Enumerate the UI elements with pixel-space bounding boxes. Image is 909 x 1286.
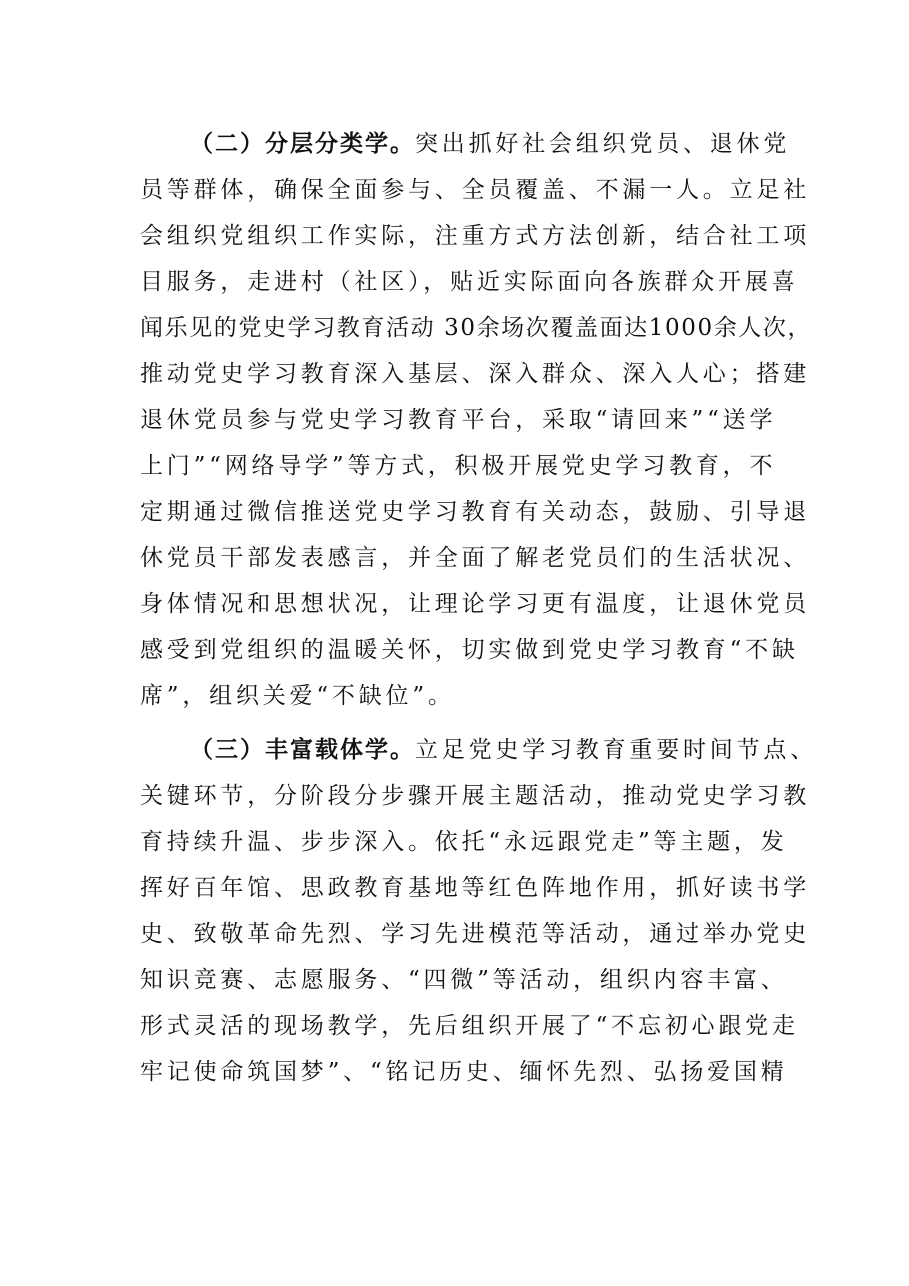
text-line: 形式灵活的现场教学，先后组织开展了“不忘初心跟党走 [140, 1013, 799, 1039]
paragraph-3-heading: （三）丰富载体学。 [190, 737, 415, 763]
paragraph-3-line-1 [140, 727, 817, 773]
text-line: 挥好百年馆、思政教育基地等红色阵地作用，抓好读书学 [140, 875, 810, 901]
text-line: 退休党员参与党史学习教育平台，采取“请回来”“送学 [140, 407, 777, 433]
text-line: 育持续升温、步步深入。依托“永远跟党走”等主题，发 [140, 829, 788, 855]
text-line: 休党员干部发表感言，并全面了解老党员们的生活状况、 [140, 545, 810, 571]
text-line: 定期通过微信推送党史学习教育有关动态，鼓励、引导退 [140, 499, 810, 525]
paragraph-2-text: 突出抓好社会组织党员、退休党 [415, 131, 791, 157]
paragraph-2-line-1 [140, 121, 790, 167]
text-line: 会组织党组织工作实际，注重方式方法创新，结合社工项 [140, 223, 810, 249]
text-line: 感受到党组织的温暖关怀，切实做到党史学习教育“不缺 [140, 637, 799, 663]
paragraph-2 [140, 121, 813, 719]
text-line: 知识竞赛、志愿服务、“四微”等活动，组织内容丰富、 [140, 967, 788, 993]
text-line: 员等群体，确保全面参与、全员覆盖、不漏一人。立足社 [140, 177, 810, 203]
text-line: 闻乐见的党史学习教育活动 30余场次覆盖面达1000余人次， [140, 315, 813, 341]
text-line: 牢记使命筑国梦”、“铭记历史、缅怀先烈、弘扬爱国精 [140, 1059, 788, 1085]
text-line: 上门”“网络导学”等方式，积极开展党史学习教育，不 [140, 453, 777, 479]
text-line: 推动党史学习教育深入基层、深入群众、深入人心；搭建 [140, 361, 810, 387]
paragraph-3-text: 立足党史学习教育重要时间节点、 [415, 737, 817, 763]
text-line: 目服务，走进村（社区），贴近实际面向各族群众开展喜 [140, 269, 799, 295]
text-line: 席”，组织关爱“不缺位”。 [140, 683, 455, 709]
text-line: 史、致敬革命先烈、学习先进模范等活动，通过举办党史 [140, 921, 810, 947]
paragraph-2-heading: （二）分层分类学。 [190, 131, 415, 157]
text-line: 身体情况和思想状况，让理论学习更有温度，让退休党员 [140, 591, 810, 617]
paragraph-3 [140, 727, 817, 1095]
text-line: 关键环节，分阶段分步骤开展主题活动，推动党史学习教 [140, 783, 810, 809]
